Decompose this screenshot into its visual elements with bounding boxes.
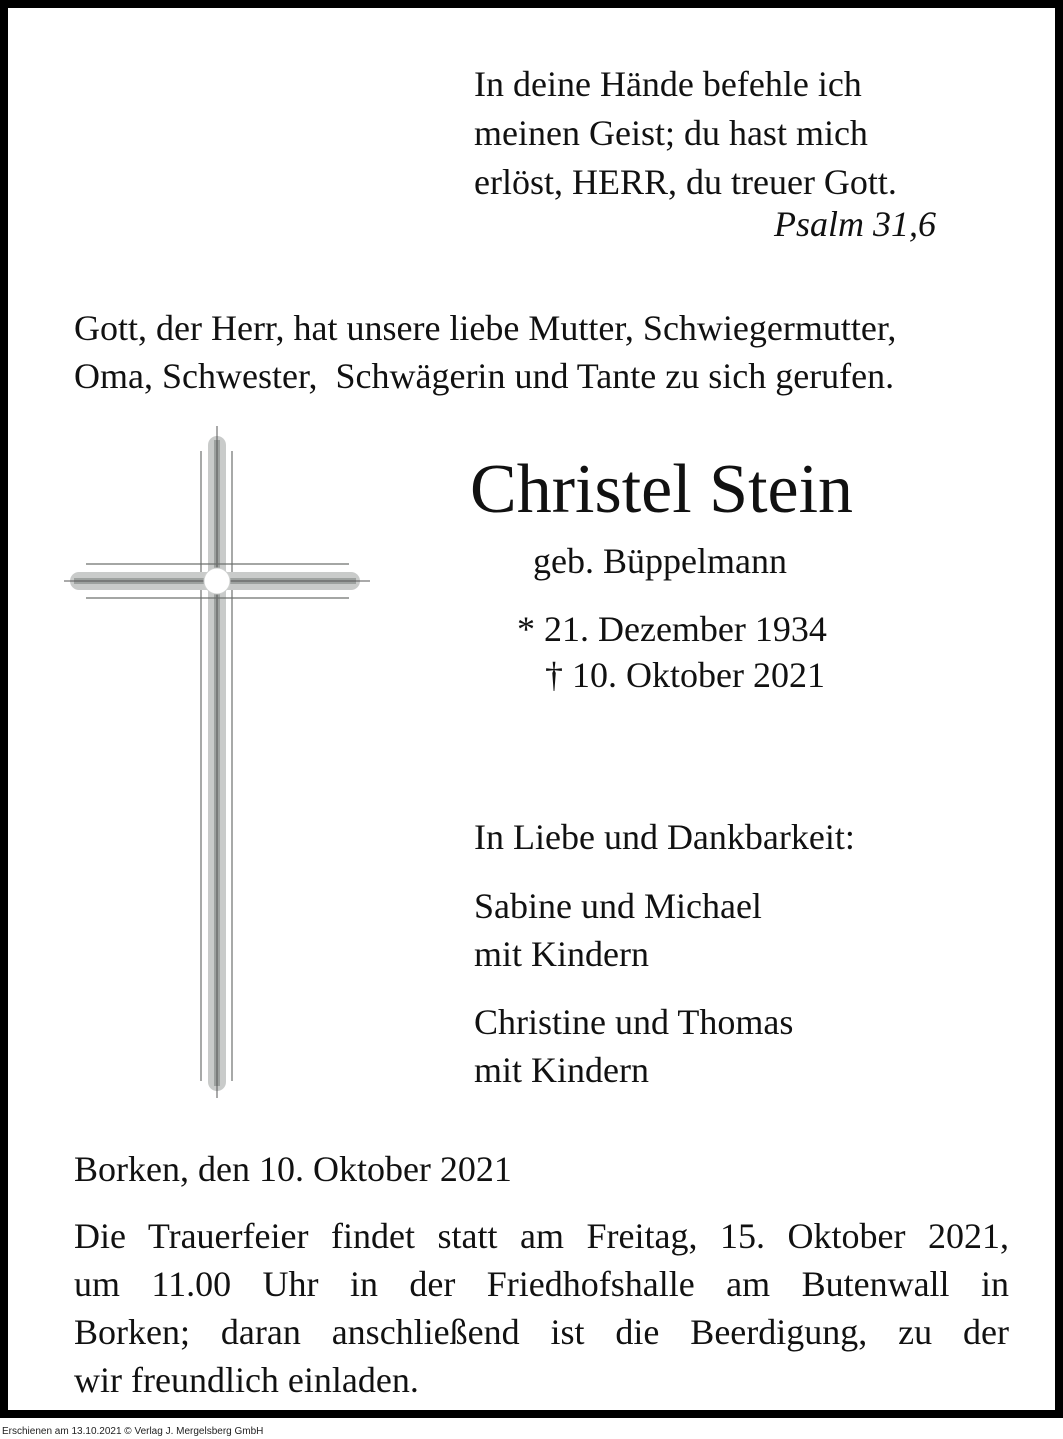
mourner-line: Sabine und Michael — [474, 886, 762, 926]
funeral-line: um 11.00 Uhr in der Friedhofshalle am Butenwall in — [74, 1264, 1009, 1304]
mourner-line: Christine und Thomas — [474, 1002, 794, 1042]
mourner-family — [474, 998, 793, 1094]
verse-line: erlöst, HERR, du treuer Gott. — [474, 162, 897, 202]
mourner-line: mit Kindern — [474, 934, 649, 974]
funeral-line: Borken; daran anschließend ist die Beerdigung, zu der — [74, 1312, 1009, 1352]
verse-reference: Psalm 31,6 — [774, 204, 936, 244]
bible-verse — [474, 60, 897, 207]
verse-line: meinen Geist; du hast mich — [474, 113, 868, 153]
mourners-heading: In Liebe und Dankbarkeit: — [474, 817, 855, 857]
funeral-line: Die Trauerfeier findet statt am Freitag, 15. Oktober 2021, — [74, 1216, 1009, 1256]
verse-line: In deine Hände befehle ich — [474, 64, 862, 104]
funeral-line: wir freundlich einladen. — [74, 1360, 419, 1400]
maiden-name: geb. Büppelmann — [533, 541, 787, 581]
funeral-notice — [74, 1212, 1009, 1404]
place-date: Borken, den 10. Oktober 2021 — [74, 1149, 512, 1189]
death-date: † 10. Oktober 2021 — [545, 655, 825, 695]
intro-text — [74, 304, 896, 400]
mourner-line: mit Kindern — [474, 1050, 649, 1090]
publication-footer: Erschienen am 13.10.2021 © Verlag J. Mergelsberg GmbH — [2, 1426, 264, 1437]
intro-line: Oma, Schwester, Schwägerin und Tante zu sich gerufen. — [74, 356, 895, 396]
deceased-name: Christel Stein — [470, 451, 854, 528]
mourner-family — [474, 882, 762, 978]
cross-icon — [64, 426, 374, 1111]
birth-date: * 21. Dezember 1934 — [517, 609, 827, 649]
intro-line: Gott, der Herr, hat unsere liebe Mutter, Schwiegermutter, — [74, 308, 897, 348]
